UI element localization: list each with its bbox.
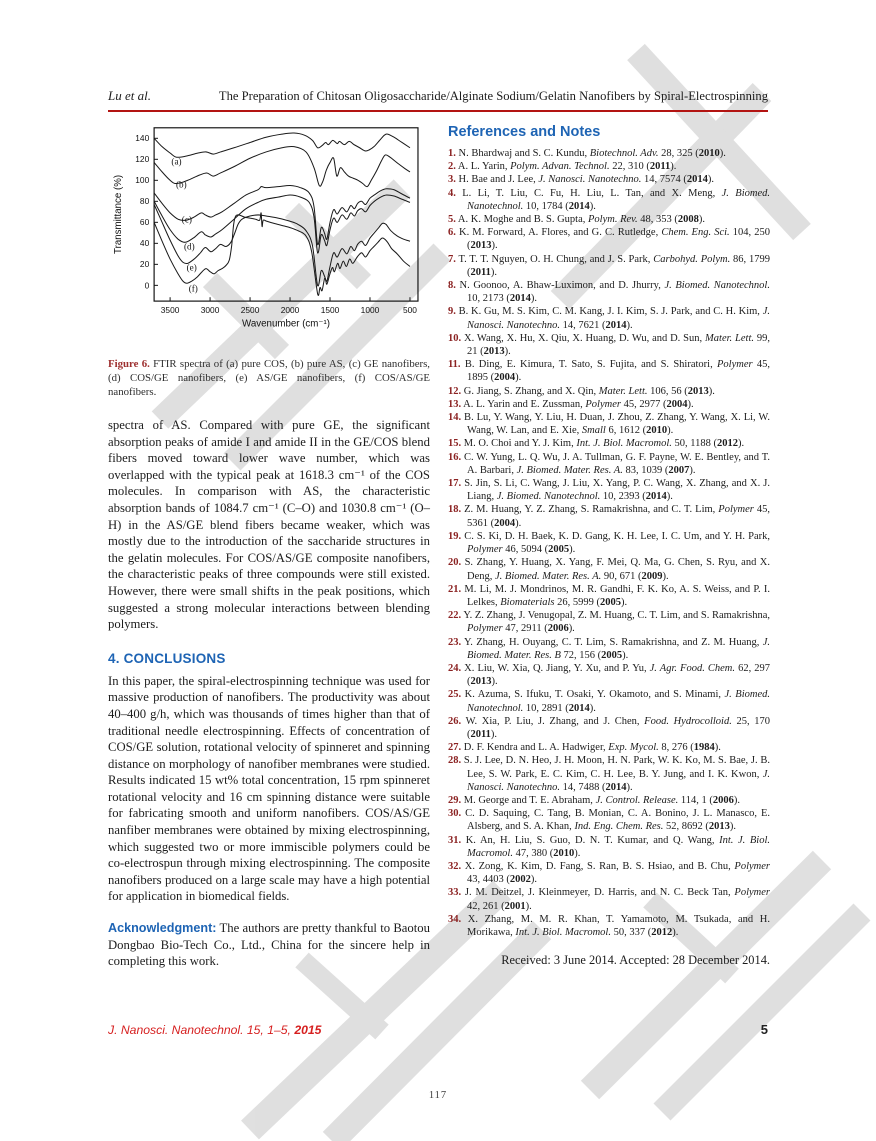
svg-text:Wavenumber (cm⁻¹): Wavenumber (cm⁻¹) xyxy=(242,318,331,330)
figure-caption xyxy=(108,357,430,399)
left-column xyxy=(108,120,430,970)
svg-text:500: 500 xyxy=(403,304,417,315)
reference-item: 18. Z. M. Huang, Y. Z. Zhang, S. Ramakrishna, and C. T. Lim, Polymer 45, 5361 (2004). xyxy=(448,504,771,529)
reference-item: 27. D. F. Kendra and L. A. Hadwiger, Exp. Mycol. 8, 276 (1984). xyxy=(448,742,721,754)
acknowledgment-paragraph xyxy=(108,920,430,970)
running-header xyxy=(108,88,768,104)
reference-item: 9. B. K. Gu, M. S. Kim, C. M. Kang, J. I. Kim, S. J. Park, and C. H. Kim, J. Nanosci. Nanotechno. 14, 7621 (2014). xyxy=(448,306,770,331)
body-paragraph: spectra of AS. Compared with pure GE, the significant absorption peaks of amide I and amide II in the GE/COS blend fibers moved toward lower wave number, which was overlapped with the typical peak at 1618.3 cm⁻¹ of the COS molecules. In comparison with AS, the characteristic absorption bands of 1084.7 cm⁻¹ (C–O) and 1030.8 cm⁻¹ (O–H) in the AS/GE blend fibers became weaker, which was mostly due to the introduction of the saccharide structures in the gelatin molecules. For COS/AS/GE composite nanofibers, the characteristic peaks of three compounds were still existed. However, there were small shifts in the peak positions, which suggested a strong molecular interactions between blending polymers. xyxy=(108,418,430,632)
svg-text:120: 120 xyxy=(135,154,150,165)
reference-item: 3. H. Bae and J. Lee, J. Nanosci. Nanotechno. 14, 7574 (2014). xyxy=(448,174,714,186)
svg-text:2500: 2500 xyxy=(240,304,260,315)
reference-item: 31. K. An, H. Liu, S. Guo, D. N. T. Kumar, and Q. Wang, Int. J. Biol. Macromol. 47, 380 (2010). xyxy=(448,834,770,859)
reference-item: 4. L. Li, T. Liu, C. Fu, H. Liu, L. Tan, and X. Meng, J. Biomed. Nanotechnol. 10, 1784 (2014). xyxy=(448,187,770,212)
svg-text:(c): (c) xyxy=(181,214,192,225)
svg-text:40: 40 xyxy=(139,238,150,249)
figure-label: Figure 6. xyxy=(108,358,150,370)
journal-citation xyxy=(108,1023,321,1037)
reference-item: 34. X. Zhang, M. M. R. Khan, T. Yamamoto, M. Tsukada, and H. Morikawa, Int. J. Biol. Macromol. 50, 337 (2012). xyxy=(448,913,770,938)
journal-citation-text: J. Nanosci. Nanotechnol. 15, 1–5, xyxy=(108,1023,291,1037)
reference-item: 16. C. W. Yung, L. Q. Wu, J. A. Tullman, G. F. Payne, W. E. Bentley, and T. A. Barbari, J. Biomed. Mater. Res. A. 83, 1039 (2007). xyxy=(448,451,770,476)
svg-text:2000: 2000 xyxy=(280,304,300,315)
acknowledgment-text: The authors are pretty thankful to Baotou Dongbao Bio-Tech Co., Ltd., China for the sincere help in completing this work. xyxy=(108,921,430,969)
reference-item: 30. C. D. Saquing, C. Tang, B. Monian, C. A. Bonino, J. L. Manasco, E. Alsberg, and S. A. Khan, Ind. Eng. Chem. Res. 52, 8692 (2013). xyxy=(448,808,770,833)
svg-text:100: 100 xyxy=(135,175,150,186)
reference-item: 22. Y. Z. Zhang, J. Venugopal, Z. M. Huang, C. T. Lim, and S. Ramakrishna, Polymer 47, 2911 (2006). xyxy=(448,610,770,635)
svg-text:80: 80 xyxy=(139,196,150,207)
svg-text:1500: 1500 xyxy=(320,304,340,315)
reference-item: 19. C. S. Ki, D. H. Baek, K. D. Gang, K. H. Lee, I. C. Um, and Y. H. Park, Polymer 46, 5094 (2005). xyxy=(448,530,770,556)
conclusions-heading: 4. CONCLUSIONS xyxy=(108,650,226,666)
svg-text:(f): (f) xyxy=(188,283,198,294)
reference-item: 15. M. O. Choi and Y. J. Kim, Int. J. Biol. Macromol. 50, 1188 (2012). xyxy=(448,438,745,450)
reference-item: 20. S. Zhang, Y. Huang, X. Yang, F. Mei, Q. Ma, G. Chen, S. Ryu, and X. Deng, J. Biomed. Mater. Res. A. 90, 671 (2009). xyxy=(448,557,770,582)
running-title: The Preparation of Chitosan Oligosaccharide/Alginate Sodium/Gelatin Nanofibers by Spiral-Electrospinning xyxy=(218,89,768,103)
reference-item: 17. S. Jin, S. Li, C. Wang, J. Liu, X. Yang, P. C. Wang, X. Zhang, and X. J. Liang, J. Biomed. Nanotechnol. 10, 2393 (2014). xyxy=(448,478,770,503)
svg-text:0: 0 xyxy=(144,280,150,291)
reference-item: 26. W. Xia, P. Liu, J. Zhang, and J. Chen, Food. Hydrocolloid. 25, 170 (2011). xyxy=(448,715,771,740)
ftir-spectra-plot xyxy=(108,120,430,342)
svg-text:3000: 3000 xyxy=(200,304,220,315)
reference-item: 11. B. Ding, E. Kimura, T. Sato, S. Fujita, and S. Shiratori, Polymer 45, 1895 (2004). xyxy=(448,359,770,384)
reference-item: 24. X. Liu, W. Xia, Q. Jiang, Y. Xu, and P. Yu, J. Agr. Food. Chem. 62, 297 (2013). xyxy=(448,662,771,688)
reference-item: 7. T. T. T. Nguyen, O. H. Chung, and J. S. Park, Carbohyd. Polym. 86, 1799 (2011). xyxy=(448,253,771,278)
svg-text:(a): (a) xyxy=(171,156,182,167)
figure-caption-text: FTIR spectra of (a) pure COS, (b) pure AS, (c) GE nanofibers, (d) COS/GE nanofibers, (e) AS/GE nanofibers, (f) COS/AS/GE nanofibers. xyxy=(108,358,431,398)
svg-text:60: 60 xyxy=(139,217,150,228)
figure-6-chart xyxy=(108,120,430,347)
reference-item: 28. S. J. Lee, D. N. Heo, J. H. Moon, H. N. Park, W. K. Ko, M. S. Bae, J. B. Lee, S. W. Park, E. C. Kim, C. H. Lee, B. Y. Jung, and I. K. Kwon, J. Nanosci. Nanotechno. 14, 7488 (2014). xyxy=(448,755,770,793)
reference-item: 14. B. Lu, Y. Wang, Y. Liu, H. Duan, J. Zhou, Z. Zhang, Y. Wang, X. Li, W. Wang, W. Lan, and E. Xie, Small 6, 1612 (2010). xyxy=(448,412,770,437)
reference-item: 10. X. Wang, X. Hu, X. Qiu, X. Huang, D. Wu, and D. Sun, Mater. Lett. 99, 21 (2013). xyxy=(448,332,770,358)
running-authors: Lu et al. xyxy=(108,88,151,103)
reference-item: 21. M. Li, M. J. Mondrinos, M. R. Gandhi, F. K. Ko, A. S. Weiss, and P. I. Lelkes, Biomaterials 26, 5999 (2005). xyxy=(448,583,770,608)
article-page-number: 5 xyxy=(760,1022,768,1037)
reference-item: 6. K. M. Forward, A. Flores, and G. C. Rutledge, Chem. Eng. Sci. 104, 250 (2013). xyxy=(448,227,770,252)
reference-item: 12. G. Jiang, S. Zhang, and X. Qin, Mater. Lett. 106, 56 (2013). xyxy=(448,385,715,397)
reference-item: 13. A. L. Yarin and E. Zussman, Polymer 45, 2977 (2004). xyxy=(448,398,694,410)
svg-text:140: 140 xyxy=(135,133,150,144)
reference-item: 1. N. Bhardwaj and S. C. Kundu, Biotechnol. Adv. 28, 325 (2010). xyxy=(448,148,726,159)
reference-item: 32. X. Zong, K. Kim, D. Fang, S. Ran, B. S. Hsiao, and B. Chu, Polymer 43, 4403 (2002). xyxy=(448,860,770,886)
reference-item: 29. M. George and T. E. Abraham, J. Control. Release. 114, 1 (2006). xyxy=(448,794,741,806)
reference-item: 23. Y. Zhang, H. Ouyang, C. T. Lim, S. Ramakrishna, and Z. M. Huang, J. Biomed. Mater. Res. B 72, 156 (2005). xyxy=(448,636,770,661)
journal-citation-year: 2015 xyxy=(294,1023,322,1037)
received-accepted-line: Received: 3 June 2014. Accepted: 28 December 2014. xyxy=(501,953,770,968)
reference-item: 33. J. M. Deitzel, J. Kleinmeyer, D. Harris, and N. C. Beck Tan, Polymer 42, 261 (2001). xyxy=(448,887,770,912)
folio-number: 117 xyxy=(428,1090,448,1101)
svg-text:(e): (e) xyxy=(186,262,197,273)
reference-item: 25. K. Azuma, S. Ifuku, T. Osaki, Y. Okamoto, and S. Minami, J. Biomed. Nanotechnol. 10, 2891 (2014). xyxy=(448,689,770,714)
header-rule xyxy=(108,110,768,112)
svg-text:20: 20 xyxy=(139,259,150,270)
svg-text:(b): (b) xyxy=(175,179,187,190)
page-footer xyxy=(108,1022,768,1037)
acknowledgment-label: Acknowledgment: xyxy=(108,921,217,936)
svg-text:(d): (d) xyxy=(183,241,195,252)
svg-text:1000: 1000 xyxy=(360,304,380,315)
conclusions-paragraph: In this paper, the spiral-electrospinning technique was used for massive production of nanofibers. The productivity was about 40–400 g/h, which was thousands of times higher than that of traditional needle electrospinning. Effects of concentration of COS/GE solution, rotational velocity of spinneret and spinning distance on morphology of nanofiber membranes were studied. Results indicated 15 wt% total concentration, 15 rpm spinneret rotational velocity and 16 cm spinning distance were suitable for fabricating smooth and uniform nanofibers. COS/AS/GE nanfiber membranes were obtained by mixing electrospinning, which suggested two or more immiscible polymers could be co-electrospun through mixing electrospinning. The composite nanofibers produced on a large scale may have a high potential for application in biomedical fields. xyxy=(108,673,430,904)
right-column xyxy=(448,124,770,968)
svg-text:Transmittance (%): Transmittance (%) xyxy=(112,174,124,254)
reference-item: 8. N. Goonoo, A. Bhaw-Luximon, and D. Jhurry, J. Biomed. Nanotechnol. 10, 2173 (2014). xyxy=(448,280,770,305)
reference-item: 5. A. K. Moghe and B. S. Gupta, Polym. Rev. 48, 353 (2008). xyxy=(448,214,706,226)
references-heading: References and Notes xyxy=(448,124,601,140)
reference-item: 2. A. L. Yarin, Polym. Advan. Technol. 22, 310 (2011). xyxy=(448,161,677,173)
reference-list xyxy=(448,147,770,939)
svg-text:3500: 3500 xyxy=(160,304,180,315)
